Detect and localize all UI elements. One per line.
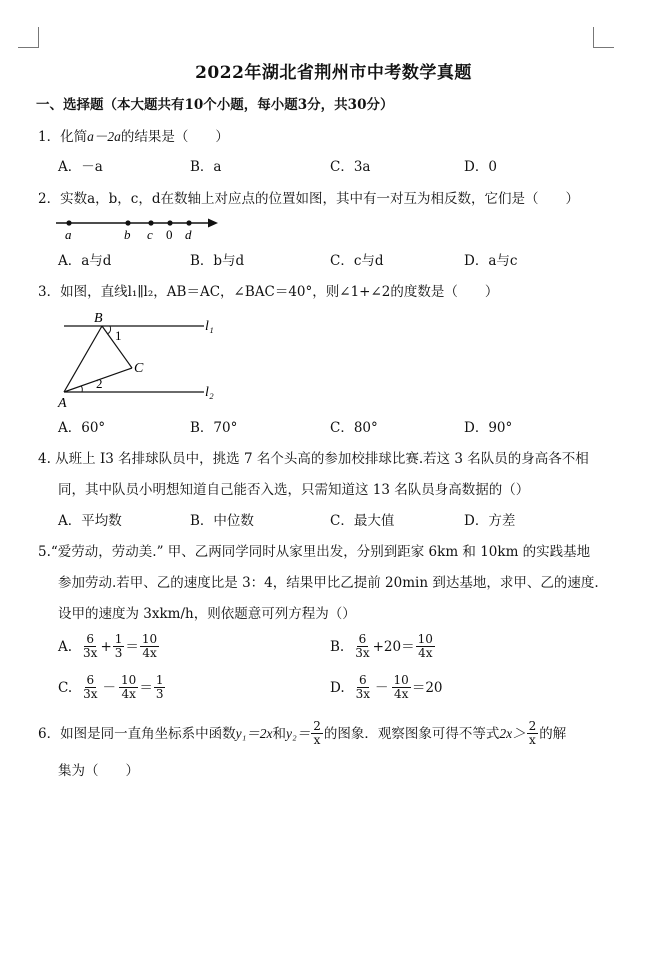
question-1	[38, 128, 229, 146]
q1-option-b[interactable]: B．a	[190, 159, 222, 175]
question-6-line-2: 集为（ ）	[58, 763, 139, 779]
label-A: A	[58, 396, 67, 411]
number-line-figure	[52, 212, 224, 242]
q1-expression: a－2a	[87, 129, 121, 144]
point-c	[148, 220, 153, 225]
corner-mark-top-left	[18, 27, 39, 48]
corner-mark-top-right	[593, 27, 614, 48]
label-b: b	[124, 227, 131, 242]
q4-option-a[interactable]: A．平均数	[58, 513, 122, 529]
label-c: c	[147, 227, 153, 242]
q5-option-b[interactable]	[330, 633, 436, 660]
q5-a-fraction-1: $\frac{6}{3x}$	[83, 632, 98, 660]
q4-option-c[interactable]: C．最大值	[330, 513, 395, 529]
q3-option-b[interactable]: B．70°	[190, 420, 238, 436]
q5-b-fraction-1: $\frac{6}{3x}$	[355, 632, 370, 660]
q6-text-3: 的解	[539, 725, 567, 742]
q5-b-op: +20＝	[372, 638, 415, 655]
q1-prefix: 1．化简	[38, 129, 88, 145]
q5-a-fraction-3: $\frac{10}{4x}$	[141, 632, 158, 660]
q1-option-a[interactable]: A．－a	[58, 159, 103, 175]
q6-y2: y₂＝	[286, 725, 311, 741]
question-4-line-1: 4. 从班上 I3 名排球队员中，挑选 7 名个头高的参加校排球比赛.若这 3 名队员的身高各不相	[38, 451, 589, 467]
q5-option-a[interactable]	[58, 633, 160, 660]
label-C: C	[134, 361, 144, 376]
q4-option-b[interactable]: B．中位数	[190, 513, 254, 529]
point-a	[66, 220, 71, 225]
q6-and: 和	[272, 725, 287, 742]
q5-d-label: D.	[330, 679, 345, 696]
q5-option-c[interactable]	[58, 674, 166, 701]
q5-a-eq: ＝	[125, 638, 139, 655]
q6-fraction-1: $\frac{2}{x}$	[313, 719, 321, 747]
q6-fraction-2: $\frac{2}{x}$	[528, 719, 537, 747]
label-angle-1: 1	[115, 328, 122, 343]
label-a: a	[65, 227, 72, 242]
q5-c-eq: ＝	[139, 679, 153, 696]
q2-option-b[interactable]: B．b与d	[190, 253, 245, 269]
label-l1: l₁	[205, 319, 214, 334]
q6-inequality: 2x＞	[499, 725, 526, 741]
question-5-line-2: 参加劳动.若甲、乙的速度比是 3：4，结果甲比乙提前 20min 到达基地，求甲、乙的速度.	[58, 575, 599, 591]
question-2: 2．实数a，b，c，d在数轴上对应点的位置如图，其中有一对互为相反数，它们是（ ）	[38, 191, 579, 207]
q3-option-d[interactable]: D．90°	[464, 420, 513, 436]
label-l2: l₂	[205, 385, 214, 400]
question-3: 3．如图，直线l₁∥l₂，AB＝AC，∠BAC＝40°，则∠1+∠2的度数是（ ）	[38, 284, 499, 300]
question-5-line-3: 设甲的速度为 3xkm/h，则依题意可列方程为（）	[58, 606, 356, 622]
label-B: B	[94, 311, 103, 326]
number-line-arrow	[208, 219, 218, 228]
q5-d-op: －	[375, 679, 389, 696]
section-heading: 一、选择题（本大题共有10个小题，每小题3分，共30分）	[36, 97, 394, 113]
q5-a-label: A.	[58, 638, 73, 655]
label-angle-2: 2	[96, 376, 103, 391]
q5-a-op: +	[100, 638, 112, 655]
q5-c-fraction-1: $\frac{6}{3x}$	[83, 673, 98, 701]
q5-d-fraction-2: $\frac{10}{4x}$	[393, 673, 409, 701]
q5-b-label: B.	[330, 638, 345, 655]
q1-option-c[interactable]: C．3a	[330, 159, 371, 175]
q2-option-a[interactable]: A．a与d	[58, 253, 112, 269]
q6-text-2: 的图象．观察图象可得不等式	[323, 725, 500, 742]
q2-option-d[interactable]: D．a与c	[464, 253, 518, 269]
q4-option-d[interactable]: D．方差	[464, 513, 516, 529]
angle-2-arc	[81, 386, 82, 392]
q5-c-fraction-3: $\frac{1}{3}$	[155, 673, 164, 701]
q3-option-a[interactable]: A．60°	[58, 420, 106, 436]
label-d: d	[185, 227, 192, 242]
point-d	[186, 220, 191, 225]
q5-c-fraction-2: $\frac{10}{4x}$	[121, 673, 137, 701]
question-5-line-1: 5.“爱劳动，劳动美.” 甲、乙两同学同时从家里出发，分别到距家 6km 和 10km 的实践基地	[38, 544, 591, 560]
q5-b-fraction-3: $\frac{10}{4x}$	[417, 632, 433, 660]
point-zero	[167, 220, 172, 225]
q6-y1: y₁＝2x	[235, 725, 273, 741]
label-zero: 0	[166, 227, 173, 242]
question-6-line-1	[38, 720, 566, 747]
q5-option-d[interactable]	[330, 674, 443, 701]
page-title: 2022年湖北省荆州市中考数学真题	[195, 63, 472, 83]
q5-d-tail: ＝20	[411, 679, 443, 696]
q1-suffix: 的结果是（ ）	[120, 129, 229, 145]
q1-option-d[interactable]: D．0	[464, 159, 497, 175]
q3-option-c[interactable]: C．80°	[330, 420, 378, 436]
q2-option-c[interactable]: C．c与d	[330, 253, 384, 269]
q6-text-1: 6．如图是同一直角坐标系中函数	[38, 725, 236, 742]
q5-a-fraction-2: $\frac{1}{3}$	[114, 632, 123, 660]
q5-d-fraction-1: $\frac{6}{3x}$	[355, 673, 371, 701]
point-b	[125, 220, 130, 225]
question-4-line-2: 同，其中队员小明想知道自己能否入选，只需知道这 13 名队员身高数据的（）	[58, 482, 530, 498]
q5-c-label: C.	[58, 679, 73, 696]
q5-c-op: －	[102, 679, 117, 696]
triangle-figure	[52, 308, 232, 412]
